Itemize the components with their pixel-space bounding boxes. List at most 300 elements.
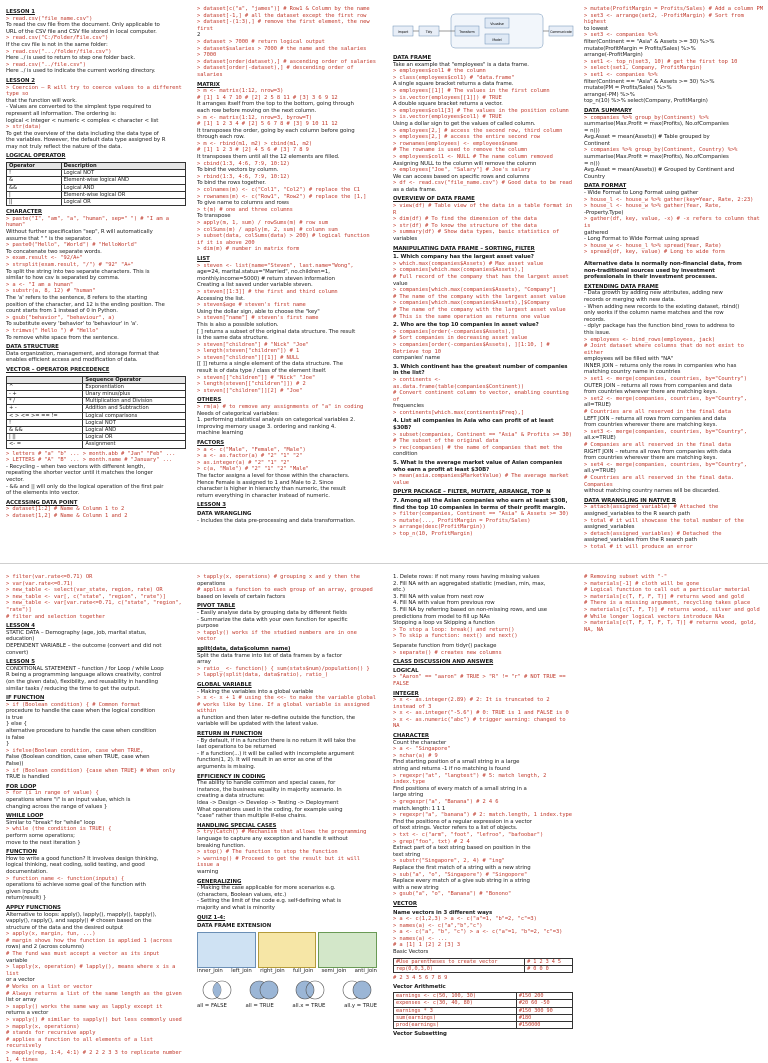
text-line: [[ ]] returns a single element of the data structure. The — [197, 361, 377, 368]
pivot-table-lines — [197, 610, 377, 643]
text-line: logical thinking, neat coding, solid testing, and good — [6, 862, 186, 869]
text-line: - Includes the data pre-processing and data transformation. — [197, 518, 377, 525]
text-line: False)) — [6, 761, 186, 768]
text-line: filter(Continent == "Asia" & Assets >= 30) %>% — [584, 79, 764, 86]
text-line: > dim(m) # number in matrix form — [197, 246, 377, 253]
page1-column-1 — [6, 6, 186, 559]
text-line: > length(steven["children"]) # 1 — [197, 348, 377, 355]
text-line: > arrange(desc(ProfitMargin)) — [393, 524, 573, 531]
text-line: array — [197, 659, 377, 666]
text-line: > continents[which.max(continents$Freq),] — [393, 410, 573, 417]
table-cell: + - — [7, 405, 83, 412]
text-line: > apply(m, 1, sum) / rowSums(m) # row sum — [197, 220, 377, 227]
text-line: = n()) — [584, 161, 764, 168]
text-line: returns a vector — [6, 1010, 186, 1017]
text-line: # works like by line. If a global variable is assigned within — [197, 702, 377, 715]
text-line: > str(df) # To know the structure of the data — [393, 223, 573, 230]
text-line: To substitute every 'behavior' to 'behaviour' in 'a'. — [6, 321, 186, 328]
table-row — [7, 419, 186, 426]
text-line: of the elements into vector. — [6, 490, 186, 497]
text-line: > a <- "I am a human" — [6, 282, 186, 289]
text-line: Continent — [584, 141, 764, 148]
text-line: function(1, 2). It will result in an error as one of the — [197, 757, 377, 764]
table-header-cell: Description — [61, 163, 185, 170]
table-cell: Addition and Subtraction — [83, 405, 186, 412]
text-line: To split the string into two separate characters. This is — [6, 269, 186, 276]
vector-heading: VECTOR — [393, 901, 573, 908]
text-line: > 7000 — [197, 52, 377, 59]
text-line: # While longer logical vectors introduce NAs — [584, 614, 764, 621]
text-line: # margin shows how the function is applied 1 (across — [6, 938, 186, 945]
text-line: arrange(-PM) %>% — [584, 92, 764, 99]
text-line: all.y=TRUE) — [584, 468, 764, 475]
text-line: this issue. — [584, 330, 764, 337]
vector-subsetting-heading: Vector Subsetting — [393, 1031, 573, 1038]
text-line: } — [6, 741, 186, 748]
text-line: > house_l <- house_w %>% gather(Year, Rate, — [584, 203, 764, 210]
text-line: operations — [197, 581, 377, 588]
text-line: To bind the vectors by column. — [197, 167, 377, 174]
question-3-lines — [393, 377, 573, 417]
text-line: assume that " " is the separator. — [6, 236, 186, 243]
text-line: > gregexpr("a", "Banana") # 2 4 6 — [393, 799, 573, 806]
text-line: A double square bracket returns a vector. — [393, 101, 573, 108]
others-lines — [197, 404, 377, 437]
text-line: variables — [393, 236, 573, 243]
text-line: assigned_variables — [584, 524, 764, 531]
text-line: > steven[[1:3]] # the first and third column — [197, 289, 377, 296]
text-line: structure of the data and the desired output — [6, 925, 186, 932]
vector-lines — [393, 916, 573, 956]
table-row — [394, 965, 573, 972]
text-line: To bind the rows together. — [197, 180, 377, 187]
text-line: > rec(companies) # the name of companies that met the — [393, 445, 573, 452]
text-line: with a new string — [393, 885, 573, 892]
factors-heading: FACTORS — [197, 440, 377, 447]
text-line: STATIC DATA – Demography (age, job, marital status, — [6, 630, 186, 637]
logical-operator-table — [6, 162, 186, 206]
table-cell: Unary minus/plus — [83, 390, 186, 397]
text-line: > if (Boolean condition) {case when TRUE} # When only — [6, 768, 186, 775]
page2-column-2 — [197, 574, 377, 1020]
text-line: What operations used in the coding, for example using — [197, 807, 377, 814]
split-heading: split(data, data$column_name) — [197, 646, 377, 653]
text-line: move to the next iteration } — [6, 840, 186, 847]
text-line: of text strings. Vector refers to a list of objects. — [393, 825, 573, 832]
global-variable-lines — [197, 689, 377, 729]
text-line: To concatenate two separate words. — [6, 249, 186, 256]
generalizing-heading: GENERALIZING — [197, 879, 377, 886]
others-heading: OTHERS — [197, 397, 377, 404]
text-line: or a vector — [6, 977, 186, 984]
text-line: last operations to be returned — [197, 744, 377, 751]
text-line: - Wide Format to Long Format using gather — [584, 190, 764, 197]
venn-right — [337, 977, 377, 1003]
text-line: - Recycling – when two vectors with different length, — [6, 464, 186, 471]
workflow-step-visualise: Visualise — [490, 22, 504, 26]
text-line: value — [393, 281, 573, 288]
table-row — [7, 390, 186, 397]
text-line: > employees[2,] # access the entire second row — [393, 134, 573, 141]
text-line: Find positions of every match of a small string in a — [393, 786, 573, 793]
for-loop-heading: FOR LOOP — [6, 784, 186, 791]
text-line: - By default, if in a function there is no return it will take the — [197, 738, 377, 745]
text-line: LEFT JOIN – returns all rows from companies and data — [584, 416, 764, 423]
text-line: > mean(asia.companies$MarketValue) # The average market value — [393, 473, 573, 486]
text-line: > employees$col1[3] # The values in the position column — [393, 108, 573, 115]
text-line: # The name of the company with the largest asset value — [393, 294, 573, 301]
text-line: Stopping a loop vs Skipping a function — [393, 620, 573, 627]
text-line: Without further specification "sep", R will automatically — [6, 229, 186, 236]
list-lines — [197, 263, 377, 395]
text-line: > a <- c(1,2,3) > a <- c("a"=1, "b"=2, "c"=3) — [393, 916, 573, 923]
text-line: To remove white space from the sentence. — [6, 335, 186, 342]
text-line: > a <- c("Male", "Female", "Male") — [197, 447, 377, 454]
text-line: > employees[[1]] # The values in the first column — [393, 88, 573, 95]
text-line: purpose — [197, 623, 377, 630]
text-line: > filter(companies, Continent == "Asia" & Assets >= 30) — [393, 511, 573, 518]
lesson-2-lines — [6, 85, 186, 151]
text-line: > companies[which.max(companies$Assets), "Company"] — [393, 287, 573, 294]
text-line: large string — [393, 792, 573, 799]
text-line: to lowest — [584, 26, 764, 33]
venn-full — [244, 977, 284, 1003]
text-line: > names(a) <- ... — [393, 936, 573, 943]
table-cell: Element-wise logical OR — [61, 191, 185, 198]
question-7: 7. Among all the Asian companies who earn at least $30B, find the top 10 companies in terms of their profit margin. — [393, 498, 573, 511]
overview-lines — [393, 203, 573, 243]
text-line: > steven[["children"]] # "Nick" "Joe" — [197, 375, 377, 382]
text-line: logical < integer < numeric < complex < character < list — [6, 118, 186, 125]
text-line: frequencies — [393, 403, 573, 410]
text-line: character is higher in hierarchy than numeric, the result — [197, 486, 377, 493]
text-line: > colSums(m) / apply(m, 2, sum) # column sum — [197, 227, 377, 234]
text-line: arrange(-ProfitMargin) — [584, 52, 764, 59]
special-cases-lines — [197, 829, 377, 875]
text-line: > summary(df) # Show data types, basic statistics of — [393, 229, 573, 236]
table-cell: * / — [7, 398, 83, 405]
text-line: assigned_variables from the R search path — [584, 537, 764, 544]
text-line: # The fund was must accept a vector as its input — [6, 951, 186, 958]
text-line: # [1] 1 2 3 4 # [2] 5 6 7 8 # [3] 9 10 11 12 — [197, 121, 377, 128]
text-line: # filter and selection together — [6, 614, 186, 621]
data-wrangling-subheading: DATA WRANGLING — [197, 511, 377, 518]
text-line: warning — [197, 869, 377, 876]
split-lines — [197, 653, 377, 679]
text-line: the variables. However, the default data type assigned by R — [6, 137, 186, 144]
text-line: > colnames(m) <- c("Col1", "Col2") # replace the C1 — [197, 187, 377, 194]
text-line: > Coercion – R will try to coerce values to a different type so — [6, 85, 186, 98]
table-cell: # 1 2 3 4 5 — [525, 958, 573, 965]
seq-output: # 2 3 4 5 6 7 8 9 — [393, 975, 573, 982]
integer-heading: INTEGER — [393, 691, 573, 698]
text-line: # The name of the company with the largest asset value — [393, 307, 573, 314]
text-line: > ratio_ <- function() { sum(stats$num)/population() } — [197, 666, 377, 673]
text-line: > while (the condition is TRUE) { — [6, 826, 186, 833]
text-line: - Data growth by adding new attributes, adding new — [584, 290, 764, 297]
vector-operator-table — [6, 376, 186, 449]
text-line: > a <- c("a", "b", "c") > a <- c("a"=1, "b"=2, "c"=3) — [393, 929, 573, 936]
text-line: - Easily analyse data by grouping data by different fields — [197, 610, 377, 617]
text-line: > letters # "a" "b" ... > month.abb # "Jan" "Feb" ... — [6, 451, 186, 458]
accessing-data-heading: ACCESSING DATA POINT — [6, 500, 186, 507]
text-line: Country — [584, 174, 764, 181]
text-line: # [1] 1 4 7 10 # [2] 2 5 8 11 # [3] 3 6 9 12 — [197, 95, 377, 102]
vector-operator-heading: VECTOR – OPERATOR PRECEDENCE — [6, 367, 186, 374]
text-line: # Removing subset with "-" — [584, 574, 764, 581]
text-line: It transposes the order, going by each column before going — [197, 128, 377, 135]
text-line: operations where "i" is an input value, which is — [6, 797, 186, 804]
text-line: To read the csv file from the document. Only applicable to — [6, 22, 186, 29]
text-line: > materials[c(T, F, F, T)] # returns wood and gold — [584, 594, 764, 601]
text-line: > dataset[-1,] # all the dataset except the first row — [197, 13, 377, 20]
question-2: 2. Who are the top 10 companies in asset value? — [393, 322, 573, 329]
inline-label: right_join — [260, 968, 285, 975]
page1-column-4 — [584, 6, 764, 559]
table-cell: | — [7, 191, 62, 198]
table-cell: Logical OR — [61, 199, 185, 206]
global-variable-heading: GLOBAL VARIABLE — [197, 682, 377, 689]
inline-label: all.x = TRUE — [292, 1003, 325, 1010]
text-line: > strsplit(exam.result, "/") # "92" "A+" — [6, 262, 186, 269]
text-line: Assigning NULL to the column will remove the column — [393, 161, 573, 168]
table-row — [394, 1022, 573, 1029]
text-line: A single square bracket returns a data frame. — [393, 81, 573, 88]
text-line: text string — [393, 852, 573, 859]
while-loop-lines — [6, 820, 186, 846]
text-line: similar to how csv is separated by comma. — [6, 275, 186, 282]
join-block-2 — [258, 932, 317, 968]
lesson-4-heading: LESSON 4 — [6, 623, 186, 630]
table-cell: Logical AND — [61, 184, 185, 191]
venn-labels — [197, 1003, 377, 1010]
text-line: as a data frame. — [393, 187, 573, 194]
table-cell: earnings <- c(50, 100, 30) — [394, 993, 517, 1000]
factors-lines — [197, 447, 377, 500]
matrix-lines — [197, 88, 377, 253]
text-line: It arranges itself from the top to the bottom, going through — [197, 101, 377, 108]
text-line: > materials[c(T, F, T)] # returns wood, silver and gold — [584, 607, 764, 614]
matrix-heading: MATRIX — [197, 82, 377, 89]
character-heading-2: CHARACTER — [393, 733, 573, 740]
inline-label: all = FALSE — [197, 1003, 227, 1010]
text-line: The 'a' refers to the sentence, 8 refers to the starting — [6, 295, 186, 302]
text-line: improving memory usage 3. ordering and ranking 4. — [197, 424, 377, 431]
text-line: # applies a function to all elements of a list recursively — [6, 1037, 186, 1050]
text-line: Data organization, management, and storage format that — [6, 351, 186, 358]
text-line: Split the data frame into list of data frames by a factor — [197, 653, 377, 660]
table-cell: #20 60 -50 — [516, 1000, 572, 1007]
table-cell: earnings * 3 — [394, 1007, 517, 1014]
tapply-lines — [197, 574, 377, 600]
text-line: > regexpr("a", "banana") # 2: match.length, 1 index.type — [393, 812, 573, 819]
text-line: - Making the variables into a global variable — [197, 689, 377, 696]
text-line: etc.) — [393, 587, 573, 594]
text-line: # [1] 1 2 3 # [2] 4 5 6 # [3] 7 8 9 — [197, 147, 377, 154]
dataset-subsetting-lines — [197, 6, 377, 79]
return-lines — [197, 738, 377, 771]
text-line: Here ../ is used to return to step one folder back. — [6, 55, 186, 62]
text-line: variable — [6, 958, 186, 965]
inline-label: full_join — [293, 968, 313, 975]
text-line: It transposes them until all the 12 elements are filled. — [197, 154, 377, 161]
table-row — [394, 958, 573, 965]
table-cell: expenses <- c(30, 40, 80) — [394, 1000, 517, 1007]
text-line: > as.integer(a) # "2" "1" "2" — [197, 460, 377, 467]
text-line: is true — [6, 715, 186, 722]
text-line: Idea -> Design -> Develop -> Testing -> Deployment — [197, 800, 377, 807]
text-line: > read.csv("file_name.csv") — [6, 16, 186, 23]
text-line: > gsub("behavior", "behaviour", a) — [6, 315, 186, 322]
text-line: Find starting position of a small string in a large — [393, 759, 573, 766]
lesson-1-lines — [6, 16, 186, 75]
table-cell: Exponentiation — [83, 383, 186, 390]
text-line: > if (Boolean condition) { # Common format — [6, 702, 186, 709]
table-cell: && — [7, 184, 62, 191]
text-line: > steven[["children"]][2] # "Joe" — [197, 388, 377, 395]
table-row — [7, 405, 186, 412]
apply-functions-lines — [6, 912, 186, 1063]
text-line: > dataset[order(dataset),] # ascending order of salaries — [197, 59, 377, 66]
text-line: arguments is missing. — [197, 764, 377, 771]
text-line: This is also a possible solution. — [197, 322, 377, 329]
integer-lines — [393, 697, 573, 730]
question-1: 1. Which company has the largest asset value? — [393, 254, 573, 261]
inline-label: all.y = TRUE — [344, 1003, 377, 1010]
table-row — [7, 426, 186, 433]
text-line: > set1 <- merge(companies, countries, by="Country") — [584, 376, 764, 383]
text-line: > materials[-1] # cloth will be gone — [584, 581, 764, 588]
text-line: assigned_variables to the R search path — [584, 511, 764, 518]
text-line: - If a function(...) it will be called with incomplete argument — [197, 751, 377, 758]
missing-values-lines — [393, 574, 573, 640]
vector-subheading: Name vectors in 3 different ways — [393, 910, 573, 917]
character-heading: CHARACTER — [6, 209, 186, 216]
text-line: - dplyr package has the function bind_rows to address to — [584, 323, 764, 330]
text-line: Alternative to loops: apply(), lapply(), mapply(), tapply(), — [6, 912, 186, 919]
lesson-2-heading: LESSON 2 — [6, 78, 186, 85]
inline-label: all = TRUE — [246, 1003, 274, 1010]
text-line: - && and || will only do the logical operation of the first pair — [6, 484, 186, 491]
text-line: 3. Fill NA with value from next row — [393, 594, 573, 601]
table-cell: & — [7, 177, 62, 184]
text-line: > tapply(x, operations) # grouping x and y then the — [197, 574, 377, 581]
text-line: } else { — [6, 721, 186, 728]
text-line: a function and then later re-define outside the function, the — [197, 715, 377, 722]
lesson-3-lines — [197, 518, 377, 525]
text-line: > set1 <- top_n(set3, 10) # get the first top 10 — [584, 59, 764, 66]
pipe-lines — [584, 6, 764, 105]
inline-label: left_join — [231, 968, 252, 975]
table-row — [7, 441, 186, 448]
text-line: > warning() # Proceed to get the result but it will issue a — [197, 856, 377, 869]
text-line: > mutate(ProfitMargin = Profits/Sales) # Add a column PM — [584, 6, 764, 13]
table-cell: <- = — [7, 441, 83, 448]
table-cell: < > <= >= == != — [7, 412, 83, 419]
table-cell: Multiplication and Division — [83, 398, 186, 405]
text-line: Replace every match of a give sub string in a string — [393, 878, 573, 885]
text-line: > vapply() # similar to sapply() but less commonly used — [6, 1017, 186, 1024]
text-line: > subset(data, colSums(data) > 200) # logical function if it is above 200 — [197, 233, 377, 246]
text-line: > is.vector(employees$col1) # TRUE — [393, 114, 573, 121]
text-line: > materials[c(T, F, T, F, T, T)] # returns wood, gold, NA, NA — [584, 620, 764, 633]
text-line: > class(employees$col1) # "data.frame" — [393, 75, 573, 82]
join-type-labels — [197, 968, 377, 975]
text-line: through each row. — [197, 134, 377, 141]
text-line: vapply(), rapply(), and sapply() # chosen based on the — [6, 918, 186, 925]
text-line: 2 — [197, 32, 377, 39]
text-line: matching country name in countries — [584, 369, 764, 376]
data-structure-lines — [6, 351, 186, 364]
text-line: > set3 <- merge(companies, countries, by="Country", — [584, 429, 764, 436]
text-line: > a <- "Singapore" — [393, 746, 573, 753]
text-line: records. — [584, 317, 764, 324]
text-line: # Sort companies in decreasing asset value — [393, 335, 573, 342]
text-line: - Making the case applicable for more scenarios e.g. — [197, 885, 377, 892]
workflow-svg — [393, 8, 573, 52]
vector-notes — [6, 451, 186, 497]
function-heading: FUNCTION — [6, 849, 186, 856]
table-cell: #150 200 — [516, 993, 572, 1000]
text-line: TRUE is handled — [6, 774, 186, 781]
text-line: return(result) } — [6, 895, 186, 902]
text-line: > mutate(..., ProfitMargin = Profits/Sales) — [393, 518, 573, 525]
inline-label: semi_join — [322, 968, 347, 975]
text-line: mutate(PM = Profits/Sales) %>% — [584, 85, 764, 92]
text-line: predictions from model to fill up NAs — [393, 614, 573, 621]
text-line: monthly.income=5000) # return steven information — [197, 276, 377, 283]
text-line: > total # it will produce an error — [584, 544, 764, 551]
text-line: convert) — [6, 650, 186, 657]
text-line: machine learning — [197, 430, 377, 437]
text-line: that the function will work. — [6, 98, 186, 105]
text-line: > steven["children"][[1]] # NULL — [197, 355, 377, 362]
lesson-1-heading: LESSON 1 — [6, 9, 186, 16]
table-cell: Logical NOT — [83, 419, 186, 426]
data-summary-heading: DATA SUMMARY — [584, 108, 764, 115]
text-line: summarise(Max.Profit = max(Profits), No.ofCompanies — [584, 121, 764, 128]
text-line: changing across the range of values } — [6, 804, 186, 811]
text-line: perform some operations; — [6, 833, 186, 840]
text-line: URL of the CSV file and CSV file stored in local computer. — [6, 29, 186, 36]
text-line: Count the character — [393, 740, 573, 747]
text-line: 1. performing statistical analysis on categorical variables 2. — [197, 417, 377, 424]
text-line: age=24, marital.status="Married", no.children=1, — [197, 269, 377, 276]
text-line: companies' name — [393, 355, 573, 362]
text-line: 2. Fill NA with an aggregated statistic (median, min, max, — [393, 581, 573, 588]
text-line: > lapply(x, operation) # lapply(), means where x is a list — [6, 964, 186, 977]
text-line: > dataset$salaries > 7000 # the name and the salaries — [197, 46, 377, 53]
text-line: each row before moving on the next column. — [197, 108, 377, 115]
alternative-data-lines — [584, 261, 764, 281]
text-line: > dataset[-(1:3),] # remove the first element, the new first — [197, 19, 377, 32]
text-line: > set3 <- arrange(set2, -ProfitMargin) # Sort from highest — [584, 13, 764, 26]
text-line: top_n(10) %>% select(Company, ProfitMargin) — [584, 98, 764, 105]
text-line: DEPENDENT VARIABLE – the outcome (convert and did not — [6, 643, 186, 650]
text-line: mutate(ProfitMargin = Profits/Sales) %>% — [584, 46, 764, 53]
text-line: RIGHT JOIN – returns all rows from companies with data — [584, 449, 764, 456]
text-line: 5. Fill NA by referring based on non-missing rows, and use — [393, 607, 573, 614]
text-line: - Long Format to Wide Format using spread — [584, 236, 764, 243]
text-line: > trimws(" Hello ") # "Hello" — [6, 328, 186, 335]
text-line: > nchar(a) # 9 — [393, 753, 573, 760]
text-line: > ifelse(Boolean condition, case when TRUE, — [6, 748, 186, 755]
join-tables-diagram — [197, 932, 377, 968]
vector-arithmetic-heading: Vector Arithmetic — [393, 984, 573, 991]
join-block-1 — [197, 932, 256, 968]
special-cases-heading: HANDLING SPECIAL CASES — [197, 823, 377, 830]
text-line: variable will be updated with the latest value. — [197, 721, 377, 728]
